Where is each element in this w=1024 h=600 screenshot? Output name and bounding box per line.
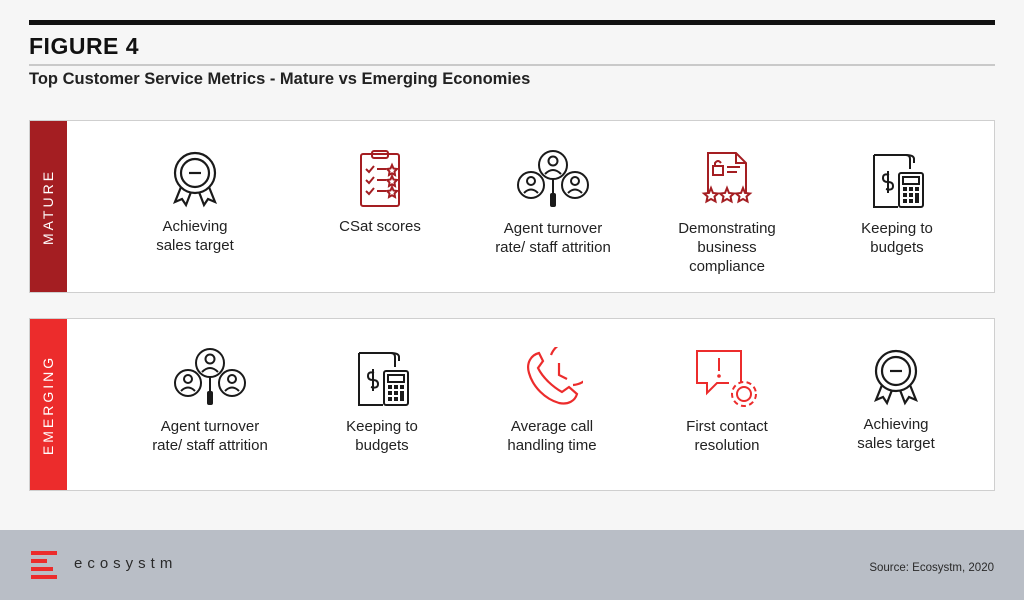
people-magnifier-icon [172,347,248,409]
metric-label: business [697,239,757,256]
metric-first-contact-resolution [642,347,812,455]
metric-demonstrating-compliance [642,149,812,276]
metric-average-call-handling-time [467,347,637,455]
footer [0,530,1024,600]
metric-label: Average call [510,418,594,435]
metric-label: handling time [507,437,597,454]
metric-agent-turnover [468,149,638,257]
metric-label: sales target [156,237,234,254]
metric-label: compliance [689,258,765,275]
metric-label: rate/ staff attrition [495,239,611,256]
metric-label: sales target [857,435,935,452]
mature-panel [29,120,995,293]
metric-keeping-to-budgets [812,149,982,257]
mature-side-bar [30,121,67,292]
metric-keeping-to-budgets [297,347,467,455]
emerging-side-bar [30,319,67,490]
metric-label: Demonstrating [678,220,776,237]
metric-agent-turnover [125,347,295,455]
award-ribbon-icon [866,347,926,407]
metric-label: Keeping to [346,418,418,435]
emerging-label: EMERGING [40,354,57,455]
metric-achieving-sales-target [110,149,280,255]
metric-achieving-sales-target [811,347,981,453]
emerging-panel [29,318,995,491]
metric-csat-scores [295,149,465,236]
metric-label: Keeping to [861,220,933,237]
figure-label: FIGURE 4 [29,33,140,59]
checklist-stars-icon [350,149,410,209]
brand-name: ecosystm [74,555,178,572]
metric-label: budgets [870,239,924,256]
metric-label: Agent turnover [503,220,603,237]
phone-clock-icon [521,347,583,409]
alert-chat-gear-icon [691,347,763,409]
mature-label: MATURE [40,168,57,245]
invoice-calculator-icon [866,149,928,211]
people-magnifier-icon [515,149,591,211]
figure-rule [29,64,995,66]
metric-label: First contact [686,418,768,435]
top-rule [29,20,995,25]
source-note: Source: Ecosystm, 2020 [869,562,994,574]
metric-label: Agent turnover [160,418,260,435]
document-lock-stars-icon [696,149,758,211]
ecosystm-logo-icon [31,550,61,580]
figure-subtitle: Top Customer Service Metrics - Mature vs Emerging Economies [29,70,531,88]
metric-label: rate/ staff attrition [152,437,268,454]
metric-label: budgets [355,437,409,454]
award-ribbon-icon [165,149,225,209]
metric-label: CSat scores [339,218,421,235]
metric-label: resolution [694,437,760,454]
metric-label: Achieving [863,416,929,433]
metric-label: Achieving [162,218,228,235]
invoice-calculator-icon [351,347,413,409]
